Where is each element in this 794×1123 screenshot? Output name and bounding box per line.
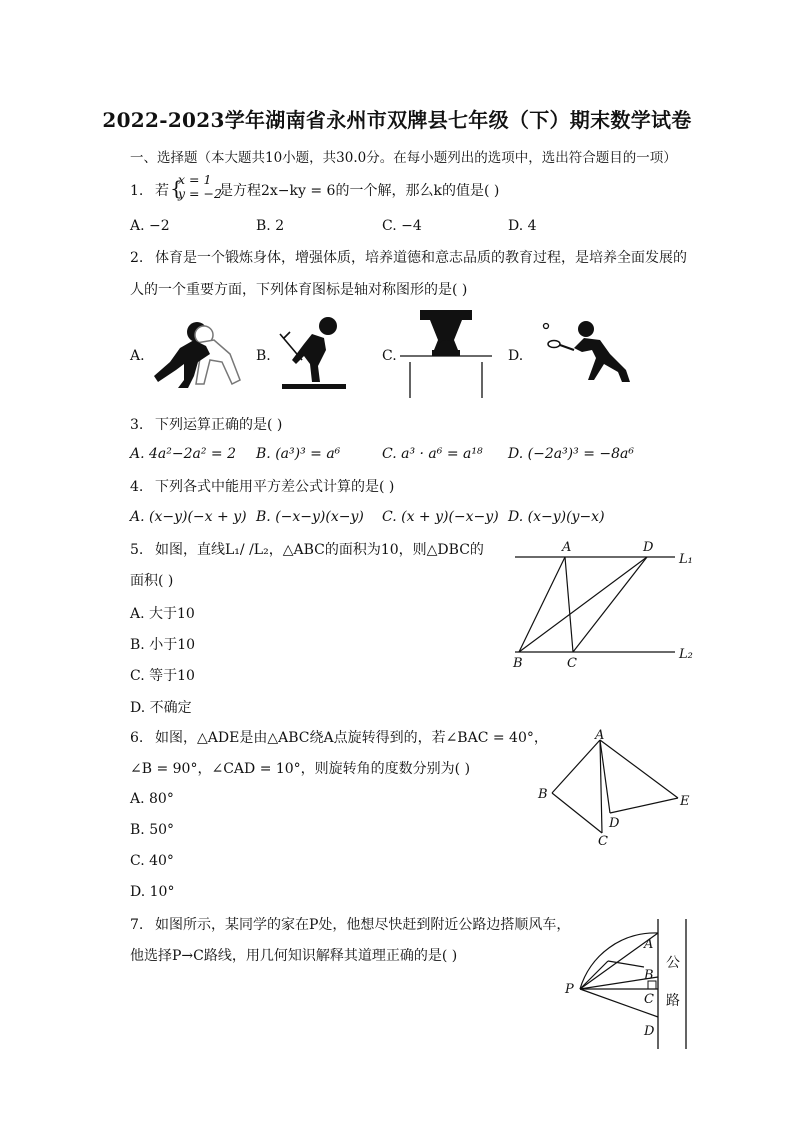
q5-option-c: C. 等于10: [130, 668, 195, 684]
label-a: A: [644, 937, 654, 952]
label-c: C: [598, 834, 608, 849]
q3-option-c: C. a³ · a⁶ = a¹⁸: [382, 446, 483, 462]
label-c: C: [644, 992, 654, 1007]
label-p: P: [565, 982, 574, 997]
q7-stem-line1: 如图所示，某同学的家在P处，他想尽快赶到附近公路边搭顺风车，: [155, 917, 571, 933]
badminton-icon: [538, 320, 634, 386]
q1-option-a: A. −2: [130, 218, 170, 234]
question-number: 4.: [130, 479, 144, 495]
q2-stem-line2: 人的一个重要方面，下列体育图标是轴对称图形的是( ): [130, 282, 468, 298]
paper-title: 2022-2023学年湖南省永州市双牌县七年级（下）期末数学试卷: [102, 108, 692, 132]
q1-system-line1: x = 1: [178, 172, 212, 187]
label-b: B: [538, 787, 548, 802]
parallel-lines-figure: [505, 535, 705, 675]
label-e: E: [680, 794, 690, 809]
q5-option-b: B. 小于10: [130, 637, 196, 653]
question-number: 6.: [130, 730, 144, 746]
label-l1: L₁: [679, 552, 693, 567]
q2-label-b: B.: [256, 348, 271, 364]
label-d: D: [643, 540, 654, 555]
label-l2: L₂: [679, 647, 693, 662]
q1-option-c: C. −4: [382, 218, 422, 234]
q2-label-d: D.: [508, 348, 524, 364]
q4-option-d: D. (x−y)(y−x): [508, 509, 605, 525]
q1-brace: {: [170, 176, 183, 200]
q6-option-b: B. 50°: [130, 822, 175, 838]
rotation-figure: [530, 725, 705, 850]
label-d: D: [609, 816, 620, 831]
q3-stem: 下列运算正确的是( ): [155, 417, 283, 433]
q6-stem-line1: 如图，△ADE是由△ABC绕A点旋转得到的，若∠BAC = 40°，: [155, 730, 548, 746]
q4-option-b: B. (−x−y)(x−y): [256, 509, 364, 525]
q4-stem: 下列各式中能用平方差公式计算的是( ): [155, 479, 395, 495]
section-heading: 一、选择题（本大题共10小题，共30.0分。在每小题列出的选项中，选出符合题目的一项）: [130, 150, 677, 166]
q1-option-d: D. 4: [508, 218, 537, 234]
label-b: B: [513, 656, 523, 671]
q4-option-c: C. (x + y)(−x−y): [382, 509, 499, 525]
label-a: A: [562, 540, 572, 555]
handstand-icon: [400, 310, 492, 398]
q1-stem: 是方程2x−ky = 6的一个解，那么k的值是( ): [219, 183, 500, 199]
q2-label-a: A.: [130, 348, 145, 364]
q6-stem-line2: ∠B = 90°，∠CAD = 10°，则旋转角的度数分别为( ): [130, 761, 471, 777]
question-number: 1.: [130, 183, 144, 199]
q1-option-b: B. 2: [256, 218, 285, 234]
q6-option-d: D. 10°: [130, 884, 175, 900]
question-number: 7.: [130, 917, 144, 933]
q1-system-line2: y = −2: [178, 186, 222, 201]
q5-option-d: D. 不确定: [130, 700, 192, 716]
label-c: C: [567, 656, 577, 671]
q1-prefix: 若: [155, 183, 169, 199]
q7-stem-line2: 他选择P→C路线，用几何知识解释其道理正确的是( ): [130, 948, 458, 964]
road-label-2: 路: [666, 993, 680, 1009]
skiing-icon: [278, 316, 350, 394]
q3-option-b: B. (a³)³ = a⁶: [256, 446, 341, 462]
wrestling-icon: [150, 318, 248, 390]
q6-option-a: A. 80°: [130, 791, 174, 807]
question-number: 3.: [130, 417, 144, 433]
question-number: 2.: [130, 250, 144, 266]
road-figure: [560, 915, 700, 1055]
q4-option-a: A. (x−y)(−x + y): [130, 509, 247, 525]
road-label-1: 公: [666, 955, 680, 971]
label-d: D: [644, 1024, 655, 1039]
label-b: B: [644, 968, 654, 983]
q5-stem-line1: 如图，直线L₁/ /L₂，△ABC的面积为10，则△DBC的: [155, 542, 484, 558]
q6-option-c: C. 40°: [130, 853, 174, 869]
q3-option-d: D. (−2a³)³ = −8a⁶: [508, 446, 634, 462]
question-number: 5.: [130, 542, 144, 558]
q2-label-c: C.: [382, 348, 397, 364]
q2-stem-line1: 体育是一个锻炼身体，增强体质，培养道德和意志品质的教育过程，是培养全面发展的: [155, 250, 687, 266]
q5-option-a: A. 大于10: [130, 606, 195, 622]
q3-option-a: A. 4a²−2a² = 2: [130, 446, 237, 462]
q5-stem-line2: 面积( ): [130, 573, 174, 589]
label-a: A: [595, 728, 605, 743]
